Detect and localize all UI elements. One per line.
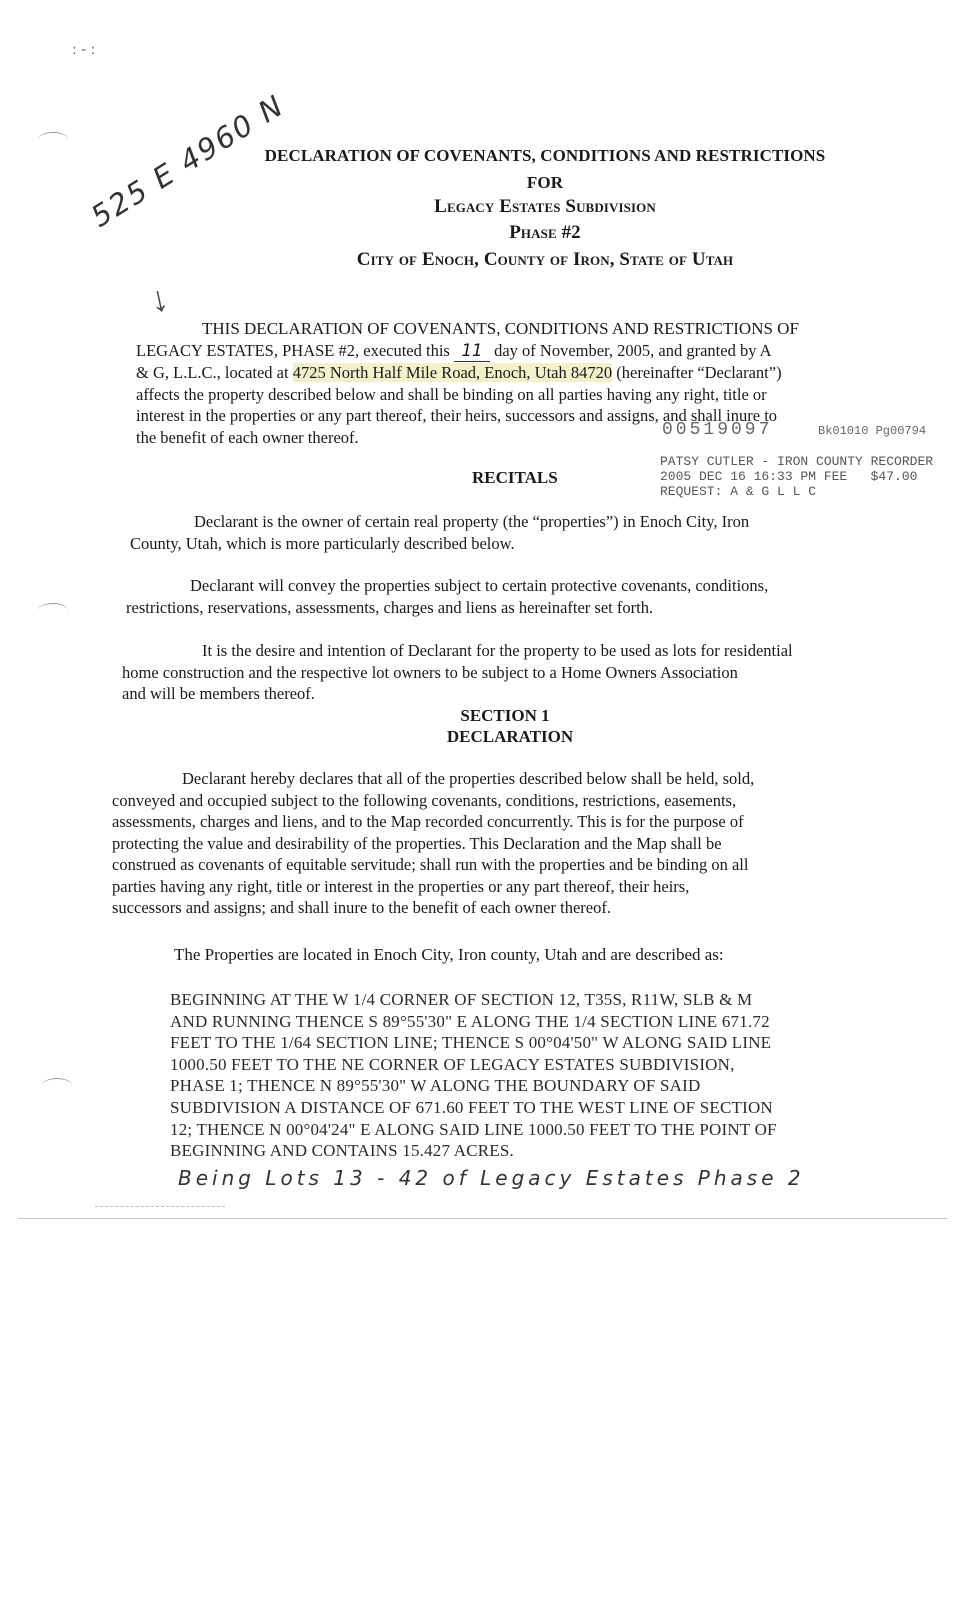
intro-line bbox=[136, 340, 936, 363]
title-line-4: Phase #2 bbox=[509, 222, 581, 243]
page-bottom-rule bbox=[18, 1218, 948, 1219]
recitals-line: It is the desire and intention of Declarant for the property to be used as lots for residential bbox=[202, 641, 793, 660]
legal-line: BEGINNING AND CONTAINS 15.427 ACRES. bbox=[170, 1141, 514, 1161]
recitals-line: restrictions, reservations, assessments, charges and liens as hereinafter set forth. bbox=[126, 597, 654, 617]
handwritten-arrow-icon: ↓ bbox=[146, 277, 172, 321]
section-1-line: successors and assigns; and shall inure to the benefit of each owner thereof. bbox=[112, 898, 611, 917]
section-1-line: protecting the value and desirability of the properties. This Declaration and the Map shall be bbox=[112, 833, 722, 853]
recitals-line: Declarant will convey the properties subject to certain protective covenants, conditions, bbox=[190, 576, 769, 595]
intro-text: LEGACY ESTATES, PHASE #2, executed this bbox=[136, 340, 454, 360]
legal-line: SUBDIVISION A DISTANCE OF 671.60 FEET TO THE WEST LINE OF SECTION bbox=[170, 1097, 773, 1117]
recitals-line: Declarant is the owner of certain real property (the “properties”) in Enoch City, Iron bbox=[194, 512, 750, 531]
recitals-line: home construction and the respective lot owners to be subject to a Home Owners Association bbox=[122, 662, 738, 682]
punch-hole-mark bbox=[38, 603, 68, 618]
section-1-subheading: DECLARATION bbox=[446, 727, 574, 746]
legal-line: 12; THENCE N 00°04'24" E ALONG SAID LINE 1000.50 FEET TO THE POINT OF bbox=[170, 1119, 777, 1139]
intro-line: THIS DECLARATION OF COVENANTS, CONDITIONS AND RESTRICTIONS OF bbox=[202, 319, 799, 338]
legal-line: AND RUNNING THENCE S 89°55'30" E ALONG THE 1/4 SECTION LINE 671.72 bbox=[170, 1011, 770, 1031]
legal-line: 1000.50 FEET TO THE NE CORNER OF LEGACY ESTATES SUBDIVISION, bbox=[170, 1054, 735, 1074]
recitals-paragraph-3 bbox=[122, 640, 952, 705]
legal-line: BEGINNING AT THE W 1/4 CORNER OF SECTION 12, T35S, R11W, SLB & M bbox=[170, 990, 753, 1009]
declarant-address: 4725 North Half Mile Road, Enoch, Utah 84720 bbox=[292, 363, 613, 382]
section-1-paragraph-2: The Properties are located in Enoch City, Iron county, Utah and are described as: bbox=[174, 945, 724, 964]
intro-line: affects the property described below and shall be binding on all parties having any right, title or bbox=[136, 384, 767, 404]
section-1-line: Declarant hereby declares that all of the properties described below shall be held, sold, bbox=[182, 769, 755, 788]
section-1-line: conveyed and occupied subject to the following covenants, conditions, restrictions, easements, bbox=[112, 790, 737, 810]
intro-line bbox=[136, 362, 936, 384]
intro-paragraph bbox=[136, 318, 936, 448]
section-1-line: assessments, charges and liens, and to the Map recorded concurrently. This is for the purpose of bbox=[112, 812, 744, 831]
title-line-3: Legacy Estates Subdivision bbox=[434, 196, 656, 217]
legal-line: FEET TO THE 1/64 SECTION LINE; THENCE S 00°04'50" W ALONG SAID LINE bbox=[170, 1033, 772, 1053]
punch-hole-mark bbox=[42, 1078, 72, 1093]
page-bottom-rule-dashes bbox=[95, 1206, 225, 1208]
legal-description bbox=[170, 989, 950, 1162]
recording-stamp-line-3: REQUEST: A & G L L C bbox=[660, 484, 817, 499]
legal-line: PHASE 1; THENCE N 89°55'30" W ALONG THE BOUNDARY OF SAID bbox=[170, 1076, 701, 1096]
recitals-line: and will be members thereof. bbox=[122, 684, 315, 703]
handwritten-day: 11 bbox=[454, 340, 490, 363]
recitals-heading: RECITALS bbox=[472, 468, 558, 487]
recitals-paragraph-2 bbox=[126, 575, 946, 618]
scan-corner-marks: : - : bbox=[72, 42, 96, 58]
title-line-2: FOR bbox=[526, 173, 564, 192]
intro-text: day of November, 2005, and granted by A bbox=[489, 340, 772, 360]
title-line-5: City of Enoch, County of Iron, State of Utah bbox=[356, 249, 734, 270]
intro-text: (hereinafter “Declarant”) bbox=[612, 363, 782, 382]
intro-text: & G, L.L.C., located at bbox=[136, 363, 293, 382]
handwritten-lots-note: Being Lots 13 - 42 of Legacy Estates Phase 2 bbox=[178, 1166, 805, 1190]
recitals-line: County, Utah, which is more particularly described below. bbox=[130, 533, 515, 553]
title-line-1: DECLARATION OF COVENANTS, CONDITIONS AND RESTRICTIONS bbox=[264, 146, 826, 165]
recording-entry-number: 00519097 bbox=[662, 420, 773, 440]
intro-line: interest in the properties or any part thereof, their heirs, successors and assigns, and shall inure to bbox=[136, 406, 778, 425]
recording-stamp-line-2: 2005 DEC 16 16:33 PM FEE $47.00 bbox=[660, 469, 918, 484]
section-1-heading: SECTION 1 bbox=[460, 706, 550, 725]
recitals-paragraph-1 bbox=[130, 511, 930, 554]
section-1-paragraph-1 bbox=[112, 768, 962, 919]
section-1-line: parties having any right, title or interest in the properties or any part thereof, their heirs, bbox=[112, 876, 690, 896]
intro-line: the benefit of each owner thereof. bbox=[136, 427, 359, 447]
punch-hole-mark bbox=[38, 132, 68, 147]
section-1-line: construed as covenants of equitable servitude; shall run with the properties and be binding on all bbox=[112, 855, 749, 874]
recording-book-page: Bk01010 Pg00794 bbox=[818, 424, 927, 438]
recording-stamp-line-1: PATSY CUTLER - IRON COUNTY RECORDER bbox=[660, 454, 934, 469]
handwritten-address-note: 525 E 4960 N bbox=[85, 87, 291, 234]
